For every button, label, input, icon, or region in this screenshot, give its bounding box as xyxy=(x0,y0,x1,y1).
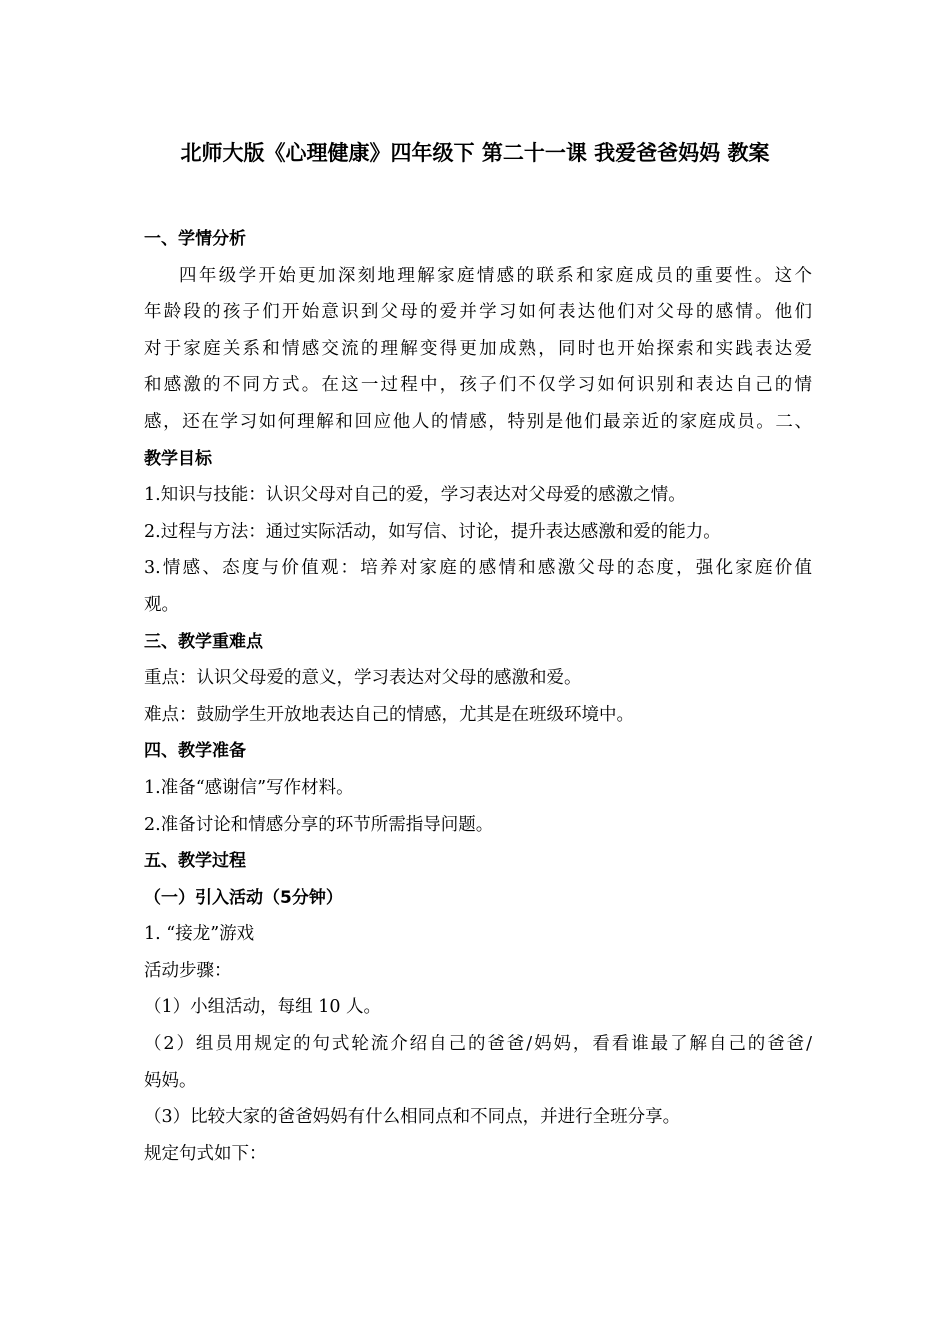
paragraph-line: 感，还在学习如何理解和回应他人的情感，特别是他们最亲近的家庭成员。二、 xyxy=(144,411,812,432)
paragraph-line: 难点：鼓励学生开放地表达自己的情感，尤其是在班级环境中。 xyxy=(144,704,634,725)
list-item: 1.知识与技能：认识父母对自己的爱，学习表达对父母爱的感激之情。 xyxy=(144,485,686,506)
section-heading-goals: 教学目标 xyxy=(144,448,212,469)
paragraph-line: 规定句式如下： xyxy=(144,1143,267,1164)
section-heading-process: 五、教学过程 xyxy=(144,851,246,872)
list-item: 2.准备讨论和情感分享的环节所需指导问题。 xyxy=(144,814,494,835)
document-body xyxy=(144,221,812,1172)
section-heading-key-points: 三、教学重难点 xyxy=(144,631,263,652)
list-item: （2）组员用规定的句式轮流介绍自己的爸爸/妈妈，看看谁最了解自己的爸爸/ xyxy=(144,1034,812,1055)
list-item-continuation: 观。 xyxy=(144,594,179,615)
section-heading-analysis: 一、学情分析 xyxy=(144,229,246,249)
list-item: 1. “接龙”游戏 xyxy=(144,924,255,945)
paragraph-line: 四年级学开始更加深刻地理解家庭情感的联系和家庭成员的重要性。这个 xyxy=(179,265,812,286)
paragraph-line: 和感激的不同方式。在这一过程中，孩子们不仅学习如何识别和表达自己的情 xyxy=(144,375,812,396)
paragraph-line: 活动步骤： xyxy=(144,960,232,981)
list-item: 2.过程与方法：通过实际活动，如写信、讨论，提升表达感激和爱的能力。 xyxy=(144,521,721,542)
paragraph-line: 重点：认识父母爱的意义，学习表达对父母的感激和爱。 xyxy=(144,668,582,689)
list-item: （1）小组活动，每组 10 人。 xyxy=(144,997,382,1018)
paragraph-line: 对于家庭关系和情感交流的理解变得更加成熟，同时也开始探索和实践表达爱 xyxy=(144,338,812,359)
list-item: 1.准备“感谢信”写作材料。 xyxy=(144,777,354,798)
document-title: 北师大版《心理健康》四年级下 第二十一课 我爱爸爸妈妈 教案 xyxy=(180,141,770,165)
subsection-heading-intro: （一）引入活动（5分钟） xyxy=(144,887,343,908)
list-item: 3.情感、态度与价值观：培养对家庭的感情和感激父母的态度，强化家庭价值 xyxy=(144,558,812,579)
list-item-continuation: 妈妈。 xyxy=(144,1070,197,1091)
section-heading-preparation: 四、教学准备 xyxy=(144,741,246,762)
list-item: （3）比较大家的爸爸妈妈有什么相同点和不同点，并进行全班分享。 xyxy=(144,1107,681,1128)
paragraph-line: 年龄段的孩子们开始意识到父母的爱并学习如何表达他们对父母的感情。他们 xyxy=(144,302,812,323)
